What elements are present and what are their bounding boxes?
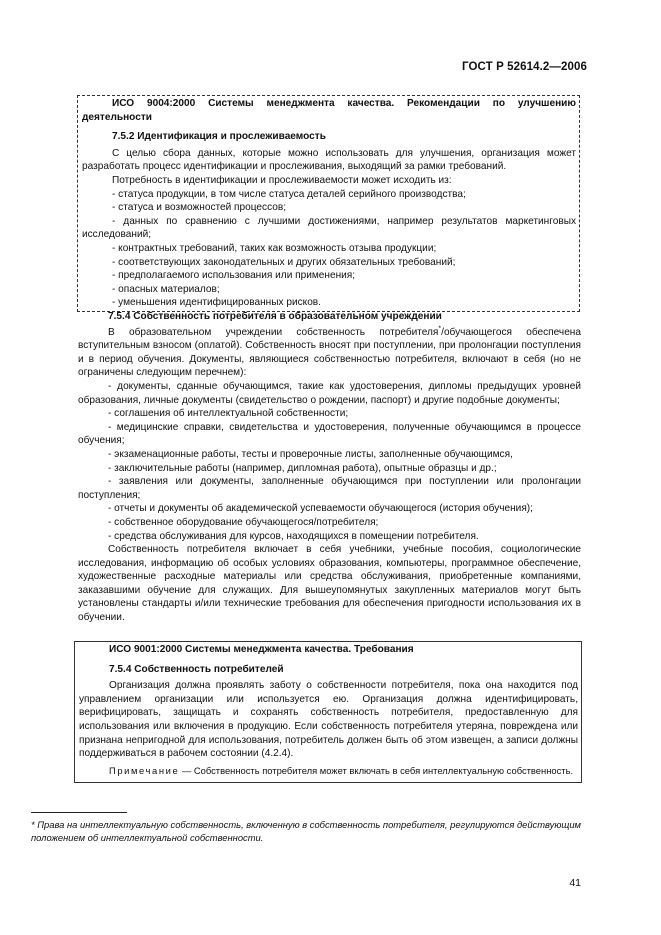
iso9004-title-line2: деятельности xyxy=(82,111,152,123)
list-item: - данных по сравнению с лучшими достижениями, например результатов маркетинговых исследований; xyxy=(82,215,576,241)
list-item: - соответствующих законодательных и других обязательных требований; xyxy=(112,256,456,268)
list-item: - собственное оборудование обучающегося/потребителя; xyxy=(108,516,379,528)
document-code: ГОСТ Р 52614.2—2006 xyxy=(462,61,587,73)
list-item: - соглашения об интеллектуальной собственности; xyxy=(108,408,349,420)
section-heading-7-5-4-education: 7.5.4 Собственность потребителя в образовательном учреждении xyxy=(108,311,442,322)
iso9004-title-line1: ИСО 9004:2000 Системы менеджмента качества. Рекомендации по улучшению xyxy=(112,98,576,109)
list-item: - уменьшения идентифицированных рисков. xyxy=(112,297,321,309)
list-item: - предполагаемого использования или применения; xyxy=(112,270,356,282)
iso9001-excerpt-box xyxy=(74,641,582,783)
list-item: - средства обслуживания для курсов, находящихся в помещении потребителя. xyxy=(108,530,479,542)
section-heading-7-5-4: 7.5.4 Собственность потребителей xyxy=(109,663,284,675)
main-section-7-5-4 xyxy=(78,310,581,625)
page-number: 41 xyxy=(569,877,581,889)
iso9001-title: ИСО 9001:2000 Системы менеджмента качества. Требования xyxy=(109,644,414,655)
list-item: - отчеты и документы об академической успеваемости обучающегося (история обучения); xyxy=(108,503,533,515)
intro-text-b: /обучающегося обеспечена вступительным взносом (оплатой). Собственность вносят при поступлении, при пролонгации поступления и в период обучения. Документы, являющиеся собственностью потребителя, включают в себя (но не ограничены следующим перечнем): xyxy=(78,326,581,379)
iso9004-paragraph-1: С целью сбора данных, которые можно использовать для улучшения, организация может разработать процесс идентификации и прослеживания, выходящий за рамки требований. xyxy=(82,147,576,173)
iso9004-excerpt-box xyxy=(77,95,580,312)
list-item: - заявления или документы, заполненные обучающимся при поступлении или пролонгации поступления; xyxy=(78,476,581,501)
note-text: — Собственность потребителя может включать в себя интеллектуальную собственность. xyxy=(179,764,574,776)
footnote: * Права на интеллектуальную собственность, включенную в собственность потребителя, регулируются действующим положением об интеллектуальной собственности. xyxy=(31,819,581,843)
list-item: - опасных материалов; xyxy=(112,283,220,295)
list-item: - статуса продукции, в том числе статуса деталей серийного производства; xyxy=(112,188,466,200)
main-closing-paragraph: Собственность потребителя включает в себя учебники, учебные пособия, социологические исследования, информацию об особых условиях образования, компьютеры, программное обеспечение, художественные расходные материалы или средства обслуживания, приобретенные компаниями, заказавшими обучение для служащих. Для вышеупомянутых закупленных материалов могут быть установлены стандарты и/или технические требования для обеспечения пригодности использования их в обучении. xyxy=(78,544,581,624)
iso9004-paragraph-2: Потребность в идентификации и прослеживаемости может исходить из: xyxy=(112,174,452,186)
section-heading-7-5-2: 7.5.2 Идентификация и прослеживаемость xyxy=(112,131,326,143)
iso9001-paragraph: Организация должна проявлять заботу о собственности потребителя, пока она находится под управлением организации или используется ею. Организация должна идентифицировать, верифицировать, защищать и сохранять собственность потребителя, предоставленную для использования или включения в продукцию. Если собственность потребителя утеряна, повреждена или признана непригодной для использования, потребитель должен быть об этом извещен, а записи должны поддерживаться в рабочем состоянии (4.2.4). xyxy=(79,680,578,760)
list-item: - документы, сданные обучающимся, такие как удостоверения, дипломы предыдущих уровней образования, личные документы (свидетельство о рождении, паспорт) и другие подобные документы; xyxy=(78,380,581,406)
list-item: - медицинские справки, свидетельства и удостоверения, полученные обучающимся в процессе обучения; xyxy=(78,421,581,447)
list-item: - заключительные работы (например, дипломная работа), опытные образцы и др.; xyxy=(108,462,497,474)
main-intro-paragraph xyxy=(78,326,581,380)
footnote-marker: * xyxy=(438,325,442,333)
intro-text-a: В образовательном учреждении собственность потребителя xyxy=(108,326,439,338)
list-item: - экзаменационные работы, тесты и проверочные листы, заполненные обучающимся, xyxy=(108,448,513,460)
note-label: Примечание xyxy=(109,764,180,776)
footnote-rule xyxy=(31,812,127,813)
list-item: - статуса и возможностей процессов; xyxy=(112,202,287,214)
note xyxy=(79,764,578,778)
list-item: - контрактных требований, таких как возможность отзыва продукции; xyxy=(112,242,437,254)
